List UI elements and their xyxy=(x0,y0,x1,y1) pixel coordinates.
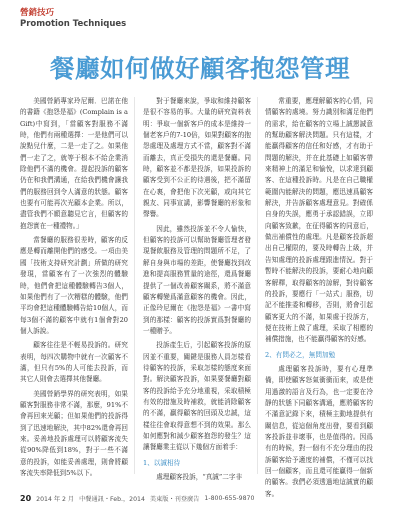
footer-phone: 1-800-655-9870 xyxy=(204,495,255,502)
paragraph: 因此，雖然投訴並不令人愉快，但顧客的投訴可以幫助餐廳管理者發現餐飲服務及管理的問題所不足，了解自身與市場的差距，使餐廳找到改進和提高服務質量的途徑，還爲餐廳提供了一個改善顧客關系，將不滿意顧客轉變爲滿意顧客的機會。因此，正像玲尼爾在《抱怨是福》一書中寫到的那樣：顧客的投訴實爲對餐廳的一種贈予。 xyxy=(143,224,251,335)
paragraph: 投訴產生后，引起顧客投訴的原因並不重要，關鍵是服務人員怎樣看待顧客的投訴，采取怎樣的態度來面對。解決顧客投訴，如果要餐廳對顧客的投訴給予充分地重視，采取積極有效的措施及時補救，就能消除顧客的不滿，贏得顧客的回頭及忠誠，這樣往往會取得意想不到的效果。那么如何應對和減少顧客抱怨的發生？這讓餐廳業主從以下幾個方面着手： xyxy=(143,341,251,452)
subheading: 1、以誠相待 xyxy=(143,458,181,467)
section-label-zh: 營銷技巧 xyxy=(20,8,55,18)
paragraph: 處理顧客投訴時，要有心理準備，即使顧客怒氣衝衝而來，或是使用過激的語言及行為，也一定要在冷靜的狀態下同顧客溝通，應將顧客的不滿意記錄下來，積極主動地提供有關信息，從這個角度出發，要看到顧客投訴並非壞事，也是值得的。因爲有的時候，對一個有不充分理由的投訴顧客給予適度的補償，不僅可以找回一個顧客，而且還可能贏得一個新的顧客。我們必須透過地這誠實的顧客。 xyxy=(265,364,373,498)
column-divider xyxy=(134,97,135,474)
paragraph: 顧客往往是不輕易投訴的。研究表明，每四次購物中就有一次顧客不滿，但只有5%的人可能去投訴，而其它人則會去選擇其他餐廳。 xyxy=(20,341,128,384)
paragraph: 處理顧客投訴，“真誠”二字非 xyxy=(156,473,243,481)
section-label-en: Promotion Techniques xyxy=(20,19,127,29)
article-title: 餐廳如何做好顧客抱怨管理 xyxy=(50,54,350,83)
paragraph: 對于餐廳來說，爭取和維持顧客是很不容易的事。大量的研究資料表明：爭取一個新客戶的成本是維持一個老客戶的7-10倍，如果對顧客的抱怨處理及處理方式不當，顧客對不滿而離去，真正受損失的還是餐廳。同時，顧客並不都是投訴，如果投訴的顧客受到不公正的待遇後，把不滿留在心裏，會把他下次光顧，或向其它親友、同事宣講，影響餐廳的形象和聲譽。 xyxy=(143,97,251,219)
page-footer xyxy=(20,494,380,503)
paragraph: 常重要，應理解顧客的心情，同情顧客的處境。努力識別和滿足他們的需求，給在顧客的立場上誠懇誠意的幫助顧客解決問題。只有這樣，才能贏得顧客的信任和好感，才有助于問題的解決，并在此基礎上如顧客帶來精神上的滿足和愉悅，以求達到顧客、在這種投訴時。凡是在自己職權範圍內能解決的問題，應迅速爲顧客解決，并告訴顧客處理意見。對確係自身的失誤，應勇于承認錯誤，立即向顧客致歉，在征得顧客的同意后，做出補償性的處理。凡是顧客投訴超出自己權限的，要及時轉告上級，并告知處理的投訴處理跟進情況。對于暫時不能解決的投訴，要耐心地向顧客解釋，取得顧客的諒解，對待顧客的投訴，要應行「一站式」服務，切記不能推委和轉移，否則，將會引起顧客更大的不滿，如果處于投訴方，便在技術上做了處理，采取了相應的補償措施，也不能贏得顧客的好感。 xyxy=(265,97,373,344)
paragraph: 美國營銷學界的研究表明，如果顧客對服務非常不滿，那麼，91%不會再回來光顧；但如果他們的投訴得到了迅速地解決，其中82%還會再回來。妥善地投訴處理可以將顧客流失從90%降低到18%，對于一些不滿意的投訴，如能妥善處理，則會將顧客流失率降低到5%以下。 xyxy=(20,389,128,477)
column-divider xyxy=(257,97,258,474)
paragraph: 當餐廳的服務很差時，顧客的反應是轉而離開他們的感受。一項由美國「技術支持研究計劃」所做的研究發現，當顧客有了一次強烈的體驗時，他們會把這種體驗轉告3個人，如果他們有了一次糟糕的體驗，他們平均會把這種體驗轉告給10個人，而每3個不滿的顧客中就有1個會對20個人訴說。 xyxy=(20,236,128,335)
subheading: 2、有問必之，無問加勉 xyxy=(265,350,336,359)
footer-magazine: 中餐通訊・Feb.，2014 xyxy=(79,496,145,503)
footer-edition: 美東版・刊登廣告 xyxy=(149,496,200,503)
page-number: 20 xyxy=(20,494,32,503)
column-1 xyxy=(20,96,128,479)
paragraph: 美國營銷專家玲尼爾．巴諾在他的書籍《抱怨是福》(Complain is a Gift)中寫到，「當顧客對服務不滿時，他們有兩種選擇：一是他們可以說點兒什麼，二是一走了之。如果他們一走了之，就等于根本不給企業消除他們不滿的機會。提起投訴的顧客仍在和我們溝通，在給我們機會讓我們的服務回到令人滿意的狀態。顧客也要有可能再次光顧本企業。所以，盡管我們不願意聽見它言，但顧客的抱怨實在一種禮物。」 xyxy=(20,97,128,230)
footer-date: 2014 年 2 月 xyxy=(36,496,75,503)
section-label xyxy=(20,8,126,30)
column-3 xyxy=(265,96,373,500)
column-2 xyxy=(143,96,251,483)
